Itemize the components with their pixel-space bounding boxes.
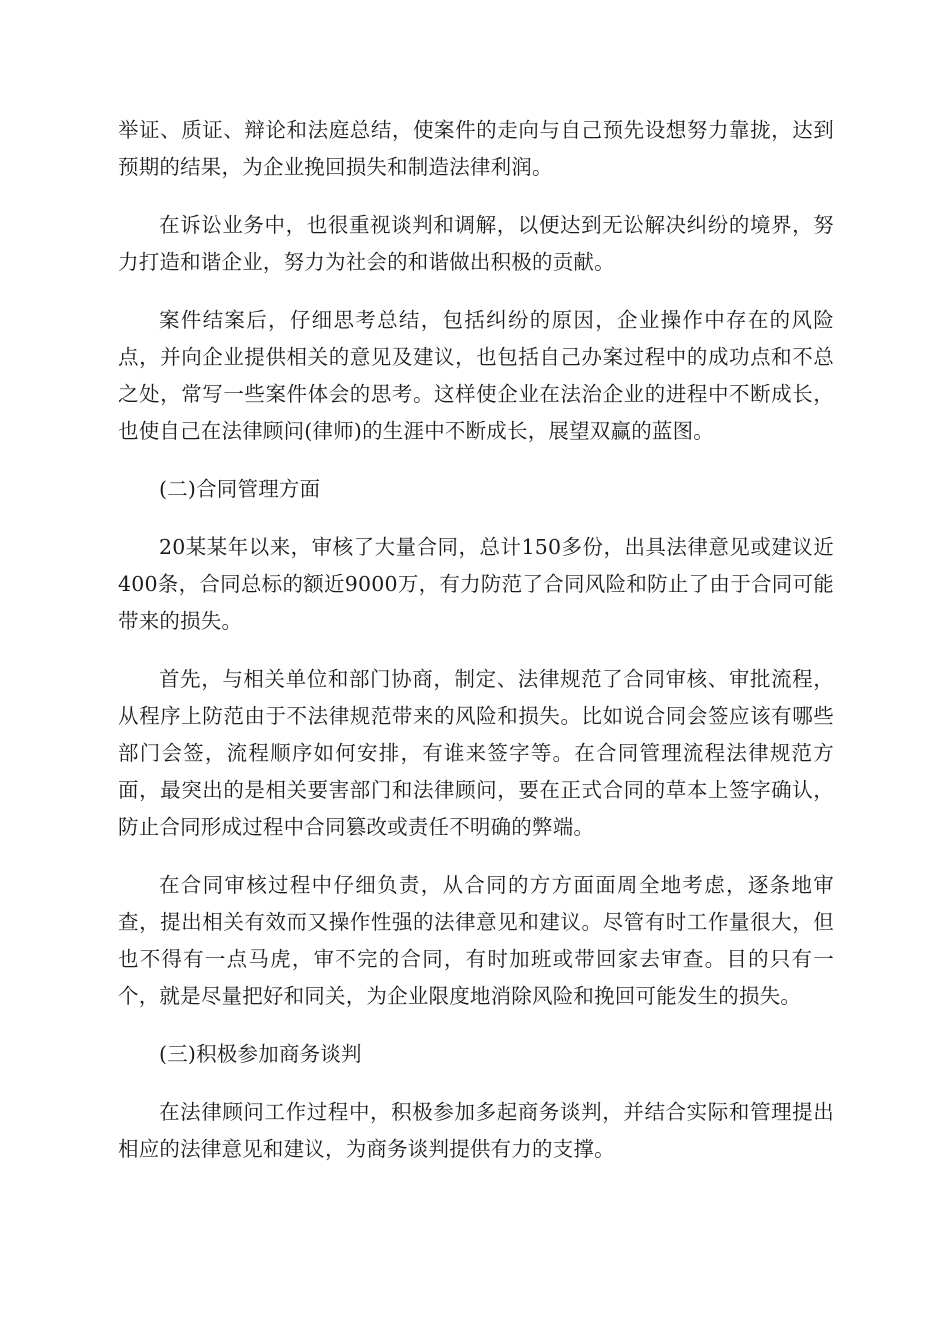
document-body xyxy=(118,112,834,1189)
paragraph-business-negotiation: 在法律顾问工作过程中，积极参加多起商务谈判，并结合实际和管理提出相应的法律意见和建议，为商务谈判提供有力的支撑。 xyxy=(118,1100,834,1161)
paragraph-contract-process: 首先，与相关单位和部门协商，制定、法律规范了合同审核、审批流程，从程序上防范由于不法律规范带来的风险和损失。比如说合同会签应该有哪些部门会签，流程顺序如何安排，有谁来签字等。在合同管理流程法律规范方面，最突出的是相关要害部门和法律顾问，要在正式合同的草本上签字确认，防止合同形成过程中合同篡改或责任不明确的弊端。 xyxy=(118,667,834,839)
paragraph-litigation-negotiation: 在诉讼业务中，也很重视谈判和调解，以便达到无讼解决纠纷的境界，努力打造和谐企业，努力为社会的和谐做出积极的贡献。 xyxy=(118,213,834,274)
paragraph-continuation: 举证、质证、辩论和法庭总结，使案件的走向与自己预先设想努力靠拢，达到预期的结果，为企业挽回损失和制造法律利润。 xyxy=(118,118,834,179)
paragraph-contract-review: 在合同审核过程中仔细负责，从合同的方方面面周全地考虑，逐条地审查，提出相关有效而又操作性强的法律意见和建议。尽管有时工作量很大，但也不得有一点马虎，审不完的合同，有时加班或带回家去审查。目的只有一个，就是尽量把好和同关，为企业限度地消除风险和挽回可能发生的损失。 xyxy=(118,873,834,1008)
paragraph-case-summary: 案件结案后，仔细思考总结，包括纠纷的原因，企业操作中存在的风险点，并向企业提供相关的意见及建议，也包括自己办案过程中的成功点和不总之处，常写一些案件体会的思考。这样使企业在法治企业的进程中不断成长，也使自己在法律顾问(律师)的生涯中不断成长，展望双赢的蓝图。 xyxy=(118,308,834,443)
section-heading-contract-management: (二)合同管理方面 xyxy=(159,477,321,501)
section-heading-business-negotiation: (三)积极参加商务谈判 xyxy=(159,1042,362,1066)
paragraph-contract-statistics: 20某某年以来，审核了大量合同，总计150多份，出具法律意见或建议近400条，合同总标的额近9000万，有力防范了合同风险和防止了由于合同可能带来的损失。 xyxy=(118,535,834,633)
